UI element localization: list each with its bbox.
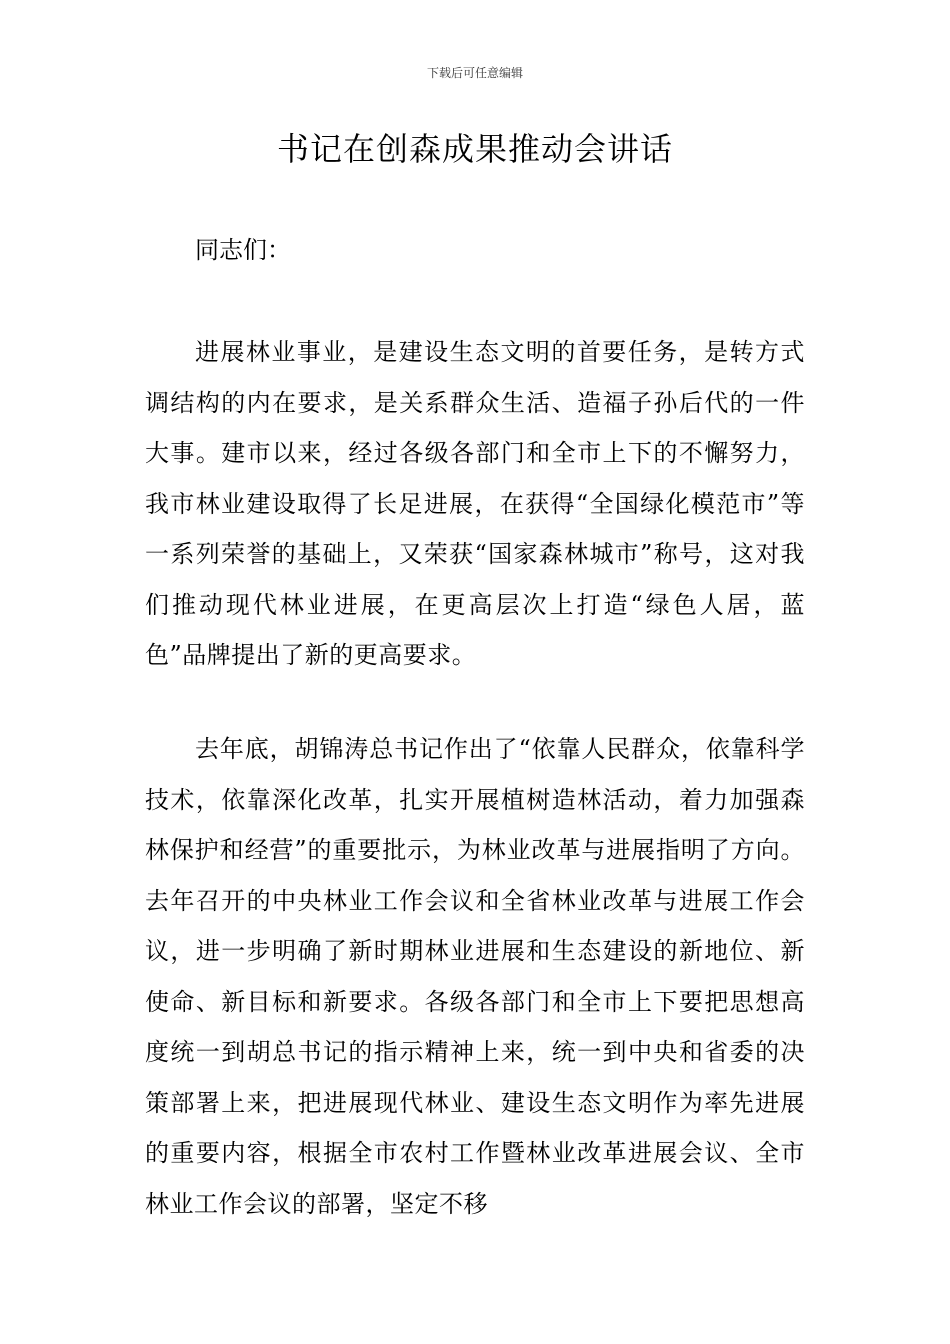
body-paragraph: 去年底，胡锦涛总书记作出了“依靠人民群众，依靠科学技术，依靠深化改革，扎实开展植树造林活动，着力加强森林保护和经营”的重要批示，为林业改革与进展指明了方向。去年召开的中央林业工作会议和全省林业改革与进展工作会议，进一步明确了新时期林业进展和生态建设的新地位、新使命、新目标和新要求。各级各部门和全市上下要把思想高度统一到胡总书记的指示精神上来，统一到中央和省委的决策部署上来，把进展现代林业、建设生态文明作为率先进展的重要内容，根据全市农村工作暨林业改革进展会议、全市林业工作会议的部署，坚定不移 xyxy=(145,735,805,1218)
header-note: 下载后可任意编辑 xyxy=(426,66,523,80)
document-title: 书记在创森成果推动会讲话 xyxy=(276,130,673,168)
salutation: 同志们： xyxy=(195,236,291,264)
body-paragraph: 进展林业事业，是建设生态文明的首要任务，是转方式调结构的内在要求，是关系群众生活、造福子孙后代的一件大事。建市以来，经过各级各部门和全市上下的不懈努力，我市林业建设取得了长足进展，在获得“全国绿化模范市”等一系列荣誉的基础上，又荣获“国家森林城市”称号，这对我们推动现代林业进展，在更高层次上打造“绿色人居，蓝色”品牌提出了新的更高要求。 xyxy=(145,338,805,669)
